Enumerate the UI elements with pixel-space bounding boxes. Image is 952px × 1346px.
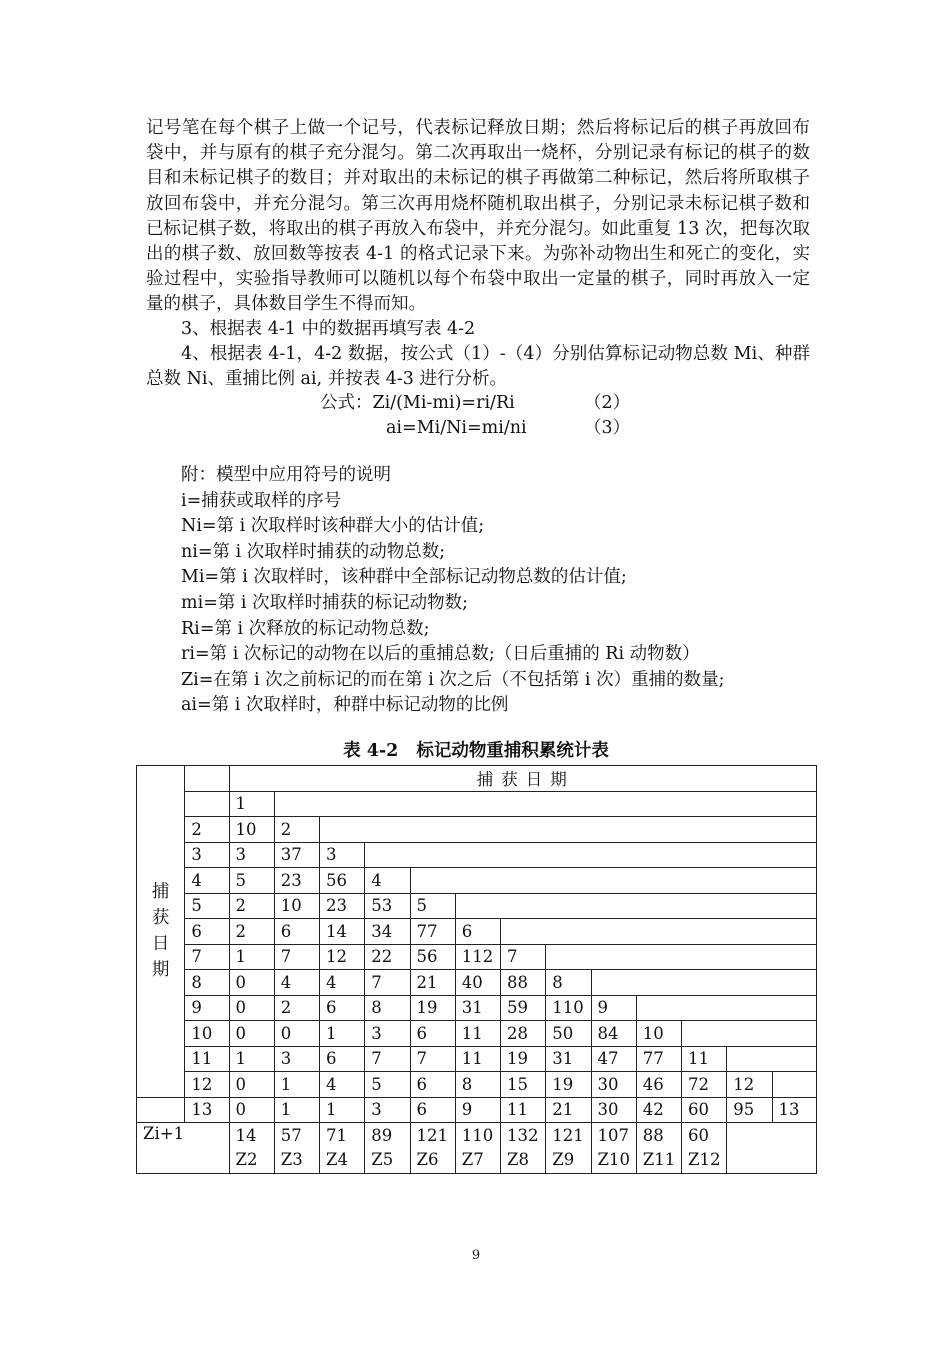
value-cell: 1: [229, 791, 274, 817]
side-label-char: 捕: [151, 882, 170, 903]
value-cell: 4: [320, 1072, 365, 1098]
value-cell: 10: [636, 1021, 681, 1047]
value-cell: 56: [410, 944, 455, 970]
empty-cell: [682, 1021, 817, 1047]
value-cell: 6: [410, 1021, 455, 1047]
row-day-cell: 8: [185, 970, 229, 996]
note-item: Ni=第 i 次取样时该种群大小的估计值;: [181, 516, 485, 537]
value-cell: 19: [546, 1072, 591, 1098]
table-header-row: [137, 766, 817, 792]
z-value: 14: [235, 1126, 257, 1145]
empty-cell: [274, 791, 816, 817]
z-value: 88: [642, 1126, 664, 1145]
table-caption: [0, 739, 952, 764]
z-value: 132: [507, 1126, 539, 1145]
value-cell: 5: [365, 1072, 410, 1098]
value-cell: 6: [320, 995, 365, 1021]
value-cell: 88: [501, 970, 546, 996]
z-name: Z9: [552, 1150, 575, 1169]
empty-cell: [546, 944, 817, 970]
value-cell: 9: [455, 1097, 500, 1123]
value-cell: 31: [455, 995, 500, 1021]
value-cell: 6: [274, 919, 319, 945]
empty-cell: [772, 1072, 816, 1098]
note-item: mi=第 i 次取样时捕获的标记动物数;: [181, 592, 468, 613]
table-row: [137, 893, 817, 919]
table-row: [137, 791, 817, 817]
value-cell: 10: [229, 817, 274, 843]
value-cell: 3: [274, 1046, 319, 1072]
value-cell: 37: [274, 842, 319, 868]
value-cell: 19: [501, 1046, 546, 1072]
value-cell: 5: [410, 893, 455, 919]
side-label-char: 日: [151, 934, 170, 955]
empty-cell: [727, 1123, 817, 1174]
row-day-cell: 9: [185, 995, 229, 1021]
side-label-char: 期: [151, 960, 170, 981]
empty-cell: [501, 919, 817, 945]
z-cell: [682, 1123, 727, 1174]
table-row: [137, 1046, 817, 1072]
value-cell: 2: [274, 995, 319, 1021]
z-cell: [274, 1123, 319, 1174]
z-value: 89: [371, 1126, 393, 1145]
notes-title: 附：模型中应用符号的说明: [181, 465, 391, 485]
value-cell: 60: [682, 1097, 727, 1123]
value-cell: 3: [229, 842, 274, 868]
value-cell: 14: [320, 919, 365, 945]
empty-cell: [185, 766, 229, 792]
row-day-cell: 11: [185, 1046, 229, 1072]
value-cell: 6: [410, 1072, 455, 1098]
value-cell: 13: [772, 1097, 816, 1123]
table-caption-title: 标记动物重捕积累统计表: [416, 741, 609, 761]
value-cell: 21: [410, 970, 455, 996]
value-cell: 2: [229, 919, 274, 945]
note-item: ai=第 i 次取样时，种群中标记动物的比例: [181, 695, 509, 716]
note-item: i=捕获或取样的序号: [181, 490, 342, 511]
value-cell: 10: [274, 893, 319, 919]
row-day-cell: 12: [185, 1072, 229, 1098]
value-cell: 1: [229, 1046, 274, 1072]
value-cell: 53: [365, 893, 410, 919]
value-cell: 22: [365, 944, 410, 970]
value-cell: 56: [320, 868, 365, 894]
z-name: Z2: [235, 1150, 258, 1169]
formula-2: 公式：Zi/(Mi-mi)=ri/Ri: [320, 393, 515, 413]
value-cell: 0: [274, 1021, 319, 1047]
value-cell: 42: [636, 1097, 681, 1123]
value-cell: 4: [274, 970, 319, 996]
value-cell: 19: [410, 995, 455, 1021]
formula-2-number: （2）: [584, 393, 631, 413]
value-cell: 1: [274, 1072, 319, 1098]
empty-cell: [636, 995, 816, 1021]
empty-cell: [455, 893, 816, 919]
z-value: 71: [326, 1126, 348, 1145]
value-cell: 3: [365, 1097, 410, 1123]
value-cell: 0: [229, 1097, 274, 1123]
table-row: [137, 1097, 817, 1123]
empty-cell: [410, 868, 816, 894]
table-row: [137, 944, 817, 970]
value-cell: 112: [455, 944, 500, 970]
note-item: Zi=在第 i 次之前标记的而在第 i 次之后（不包括第 i 次）重捕的数量;: [181, 669, 725, 690]
value-cell: 72: [682, 1072, 727, 1098]
formula-3-number: （3）: [584, 418, 631, 438]
table-row: [137, 1021, 817, 1047]
z-value: 107: [597, 1126, 630, 1145]
recapture-table: [136, 765, 817, 1174]
z-value: 60: [688, 1126, 710, 1145]
empty-cell: [365, 842, 817, 868]
z-name: Z3: [280, 1150, 303, 1169]
page-number: 9: [471, 1248, 481, 1263]
value-cell: 7: [274, 944, 319, 970]
paragraph-step-3: 3、根据表 4-1 中的数据再填写表 4-2: [181, 319, 476, 339]
z-name: Z11: [642, 1150, 676, 1169]
table-row: [137, 970, 817, 996]
value-cell: 77: [410, 919, 455, 945]
value-cell: 7: [365, 970, 410, 996]
empty-cell: [591, 970, 816, 996]
value-cell: 11: [682, 1046, 727, 1072]
table-row: [137, 817, 817, 843]
value-cell: 23: [320, 893, 365, 919]
value-cell: 59: [501, 995, 546, 1021]
z-name: Z10: [597, 1150, 631, 1169]
header-capture-date: 捕获日期: [229, 766, 816, 792]
z-row: [137, 1123, 817, 1174]
z-name: Z7: [461, 1150, 484, 1169]
value-cell: 30: [591, 1097, 636, 1123]
table-row: [137, 919, 817, 945]
side-label-capture-date: [137, 766, 185, 1098]
side-label-char: 获: [151, 908, 170, 929]
paragraph-step-4: 4、根据表 4-1，4-2 数据，按公式（1）-（4）分别估算标记动物总数 Mi、种群总数 Ni、重捕比例 ai, 并按表 4-3 进行分析。: [146, 344, 810, 390]
note-item: ri=第 i 次标记的动物在以后的重捕总数;（日后重捕的 Ri 动物数）: [181, 644, 700, 665]
table-row: [137, 995, 817, 1021]
value-cell: 7: [410, 1046, 455, 1072]
value-cell: 1: [320, 1097, 365, 1123]
value-cell: 47: [591, 1046, 636, 1072]
note-item: Mi=第 i 次取样时，该种群中全部标记动物总数的估计值;: [181, 567, 627, 588]
value-cell: 30: [591, 1072, 636, 1098]
row-day-cell: 6: [185, 919, 229, 945]
z-name: Z4: [326, 1150, 349, 1169]
value-cell: 8: [546, 970, 591, 996]
value-cell: 1: [274, 1097, 319, 1123]
z-value: 57: [280, 1126, 302, 1145]
value-cell: 4: [320, 970, 365, 996]
value-cell: 3: [365, 1021, 410, 1047]
empty-cell: [137, 1097, 185, 1123]
value-cell: 23: [274, 868, 319, 894]
value-cell: 31: [546, 1046, 591, 1072]
z-cell: [591, 1123, 636, 1174]
value-cell: 12: [727, 1072, 772, 1098]
note-item: ni=第 i 次取样时捕获的动物总数;: [181, 541, 446, 562]
row-day-cell: [185, 791, 229, 817]
z-cell: [410, 1123, 455, 1174]
z-cell: [455, 1123, 500, 1174]
value-cell: 40: [455, 970, 500, 996]
z-name: Z5: [371, 1150, 394, 1169]
z-value: 121: [416, 1126, 449, 1145]
z-value: 110: [461, 1126, 494, 1145]
value-cell: 7: [365, 1046, 410, 1072]
value-cell: 12: [320, 944, 365, 970]
value-cell: 6: [455, 919, 500, 945]
value-cell: 11: [501, 1097, 546, 1123]
z-value: 121: [552, 1126, 584, 1145]
value-cell: 2: [274, 817, 319, 843]
z-name: Z12: [688, 1150, 721, 1169]
z-name: Z8: [507, 1150, 530, 1169]
paragraph-procedure: 记号笔在每个棋子上做一个记号，代表标记释放日期；然后将标记后的棋子再放回布袋中，并与原有的棋子充分混匀。第二次再取出一烧杯，分别记录有标记的棋子的数目和未标记棋子的数目；并对取出的未标记的棋子再做第二种标记，然后将所取棋子放回布袋中，并充分混匀。第三次再用烧杯随机取出棋子，分别记录未标记棋子数和已标记棋子数，将取出的棋子再放入布袋中，并充分混匀。如此重复 13 次，把每次取出的棋子数、放回数等按表 4-1 的格式记录下来。为弥补动物出生和死亡的变化，实验过程中，实验指导教师可以随机以每个布袋中取出一定量的棋子，同时再放入一定量的棋子，具体数目学生不得而知。: [146, 118, 810, 315]
value-cell: 6: [320, 1046, 365, 1072]
row-day-cell: 2: [185, 817, 229, 843]
value-cell: 34: [365, 919, 410, 945]
table-caption-number: 表 4-2: [343, 741, 399, 761]
value-cell: 3: [320, 842, 365, 868]
value-cell: 50: [546, 1021, 591, 1047]
z-cell: [636, 1123, 681, 1174]
formula-3: ai=Mi/Ni=mi/ni: [386, 418, 527, 438]
value-cell: 7: [501, 944, 546, 970]
value-cell: 0: [229, 995, 274, 1021]
z-name: Z6: [416, 1150, 439, 1169]
value-cell: 84: [591, 1021, 636, 1047]
value-cell: 28: [501, 1021, 546, 1047]
table-row: [137, 842, 817, 868]
value-cell: 0: [229, 970, 274, 996]
value-cell: 6: [410, 1097, 455, 1123]
value-cell: 95: [727, 1097, 772, 1123]
symbol-notes: [181, 463, 724, 719]
value-cell: 11: [455, 1046, 500, 1072]
z-cell: [320, 1123, 365, 1174]
z-cell: [546, 1123, 591, 1174]
value-cell: 8: [365, 995, 410, 1021]
value-cell: 77: [636, 1046, 681, 1072]
empty-cell: [320, 817, 817, 843]
note-item: Ri=第 i 次释放的标记动物总数;: [181, 618, 430, 639]
z-cell: [501, 1123, 546, 1174]
value-cell: 1: [229, 944, 274, 970]
value-cell: 110: [546, 995, 591, 1021]
value-cell: 15: [501, 1072, 546, 1098]
z-cell: [229, 1123, 274, 1174]
z-cell: [365, 1123, 410, 1174]
value-cell: 5: [229, 868, 274, 894]
value-cell: 0: [229, 1021, 274, 1047]
table-row: [137, 868, 817, 894]
empty-cell: [727, 1046, 817, 1072]
value-cell: 46: [636, 1072, 681, 1098]
row-day-cell: 7: [185, 944, 229, 970]
z-label-cell: Zi+1: [137, 1123, 230, 1174]
value-cell: 2: [229, 893, 274, 919]
value-cell: 11: [455, 1021, 500, 1047]
row-day-cell: 10: [185, 1021, 229, 1047]
row-day-cell: 3: [185, 842, 229, 868]
value-cell: 4: [365, 868, 410, 894]
row-day-cell: 13: [185, 1097, 229, 1123]
value-cell: 9: [591, 995, 636, 1021]
value-cell: 0: [229, 1072, 274, 1098]
value-cell: 1: [320, 1021, 365, 1047]
row-day-cell: 5: [185, 893, 229, 919]
table-row: [137, 1072, 817, 1098]
value-cell: 21: [546, 1097, 591, 1123]
row-day-cell: 4: [185, 868, 229, 894]
value-cell: 8: [455, 1072, 500, 1098]
